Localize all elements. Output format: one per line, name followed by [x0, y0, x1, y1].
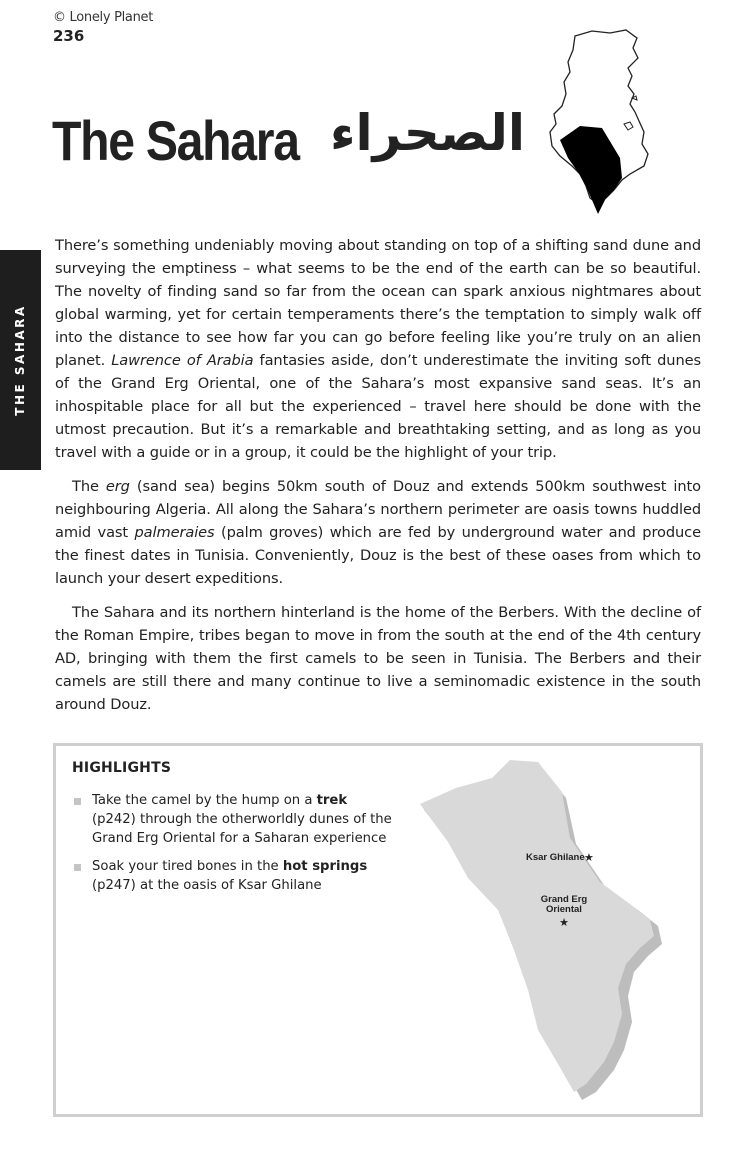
highlight-item: Soak your tired bones in the hot springs (p247) at the oasis of Ksar Ghilane — [72, 857, 392, 895]
sahara-region-map — [418, 760, 698, 1105]
map-label-ksar-ghilane: Ksar Ghilane — [526, 852, 585, 863]
highlights-box — [53, 743, 703, 1117]
highlights-heading: HIGHLIGHTS — [72, 760, 172, 776]
copyright-notice: © Lonely Planet — [53, 10, 154, 25]
paragraph-3: The Sahara and its northern hinterland is the home of the Berbers. With the decline of the Roman Empire, tribes began to move in from the south at the end of the 4th century AD, bringing with them the first camels to be seen in Tunisia. The Berbers and their camels are still there and many continue to live a seminomadic existence in the south around Douz. — [55, 604, 701, 713]
square-bullet-icon — [74, 798, 81, 805]
square-bullet-icon — [74, 864, 81, 871]
map-label-grand-erg-line1: Grand Erg — [540, 894, 588, 905]
arabic-title: الصحراء — [329, 104, 525, 162]
intro-text — [55, 234, 701, 727]
star-marker-icon: ★ — [559, 916, 569, 929]
page-number: 236 — [53, 27, 85, 45]
map-label-grand-erg-line2: Oriental — [546, 904, 582, 915]
highlight-item: Take the camel by the hump on a trek (p242) through the otherworldly dunes of the Grand Erg Oriental for a Saharan experience — [72, 791, 392, 848]
page-title: The Sahara — [52, 109, 299, 172]
paragraph-1: There’s something undeniably moving about standing on top of a shifting sand dune and surveying the emptiness – what seems to be the end of the earth can be so beautiful. The novelty of finding sand so far from the ocean can spark anxious nightmares about global warming, yet for certain temperaments there’s the temptation to simply walk off into the distance to see how far you can go before feeling like you’re truly on an alien planet. Lawrence of Arabia fantasies aside, don’t underestimate the inviting soft dunes of the Grand Erg Oriental, one of the Sahara’s most expansive sand seas. It’s an inhospitable place for all but the experienced – travel here should be done with the utmost precaution. But it’s a remarkable and breathtaking setting, and as long as you travel with a guide or in a group, it could be the highlight of your trip. — [55, 237, 701, 461]
star-marker-icon: ★ — [584, 851, 594, 864]
chapter-side-tab-label: THE SAHARA — [13, 304, 27, 416]
tunisia-locator-map-icon — [540, 28, 650, 218]
highlights-list — [72, 791, 392, 904]
paragraph-2: The erg (sand sea) begins 50km south of Douz and extends 500km southwest into neighbouring Algeria. All along the Sahara’s northern perimeter are oasis towns huddled amid vast palmeraies (palm groves) which are fed by underground water and produce the finest dates in Tunisia. Conveniently, Douz is the best of these oases from which to launch your desert expeditions. — [55, 478, 701, 587]
